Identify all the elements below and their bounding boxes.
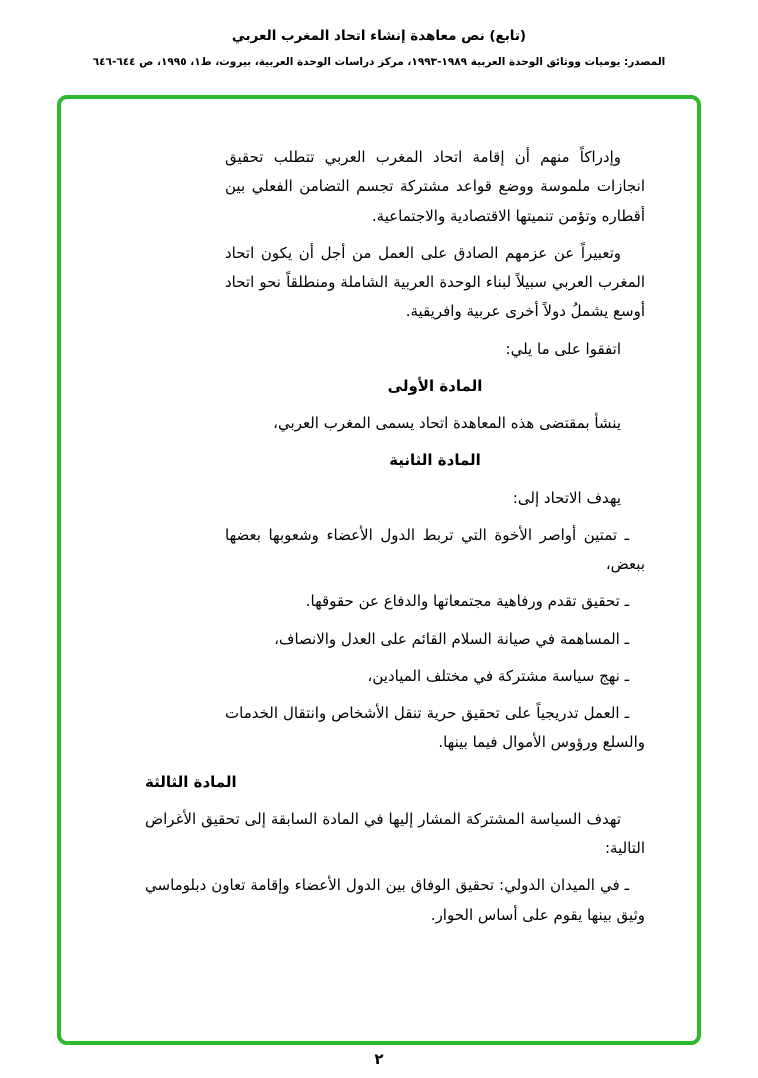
list-item: ـ المساهمة في صيانة السلام القائم على العدل والانصاف، bbox=[274, 629, 629, 648]
text-column-wide bbox=[113, 768, 645, 930]
paragraph: وتعبيراً عن عزمهم الصادق على العمل من أجل أن يكون اتحاد المغرب العربي سبيلاً لبناء الوحدة العربية الشاملة ومنطلقاً نحو اتحاد أوسع يشملُ دولاً أخرى عربية وافريقية. bbox=[225, 243, 645, 321]
paragraph: يهدف الاتحاد إلى: bbox=[512, 488, 621, 507]
source-line: المصدر: يوميات ووثائق الوحدة العربية ١٩٨٩-١٩٩٣، مركز دراسات الوحدة العربية، بيروت، ط١، ١٩٩٥، ص ٦٤٤-٦٤٦ bbox=[92, 56, 666, 68]
paragraph: اتفقوا على ما يلي: bbox=[505, 339, 621, 358]
article-heading: المادة الثالثة bbox=[145, 772, 237, 791]
list-item: ـ نهج سياسة مشتركة في مختلف الميادين، bbox=[367, 666, 629, 685]
list-item: ـ تحقيق تقدم ورفاهية مجتمعاتها والدفاع عن حقوقها. bbox=[305, 592, 629, 611]
article-heading: المادة الثانية bbox=[389, 451, 481, 470]
paragraph: تهدف السياسة المشتركة المشار إليها في المادة السابقة إلى تحقيق الأغراض التالية: bbox=[145, 809, 645, 857]
paragraph: ينشأ بمقتضى هذه المعاهدة اتحاد يسمى المغرب العربي، bbox=[273, 414, 621, 432]
paragraph: وإدراكاً منهم أن إقامة اتحاد المغرب العربي تتطلب تحقيق انجازات ملموسة ووضع قواعد مشتركة تجسم التضامن الفعلي بين أقطاره وتؤمن تنميتها الاقتصادية والاجتماعية. bbox=[225, 148, 645, 225]
article-heading: المادة الأولى bbox=[387, 376, 483, 395]
list-item: ـ العمل تدريجياً على تحقيق حرية تنقل الأشخاص وانتقال الخدمات والسلع ورؤوس الأموال فيما بينها. bbox=[225, 704, 645, 752]
document-frame bbox=[57, 95, 701, 1045]
treaty-text bbox=[61, 99, 697, 1041]
list-item: ـ في الميدان الدولي: تحقيق الوفاق بين الدول الأعضاء وإقامة تعاون دبلوماسي وثيق بينها يقوم على أساس الحوار. bbox=[145, 876, 645, 924]
list-item: ـ تمتين أواصر الأخوة التي تربط الدول الأعضاء وشعوبها بعضها ببعض، bbox=[225, 525, 645, 573]
page-title: (تابع) نص معاهدة إنشاء اتحاد المغرب العربي bbox=[231, 28, 527, 44]
text-column-narrow bbox=[113, 143, 645, 758]
page-number: ٢ bbox=[374, 1050, 384, 1068]
